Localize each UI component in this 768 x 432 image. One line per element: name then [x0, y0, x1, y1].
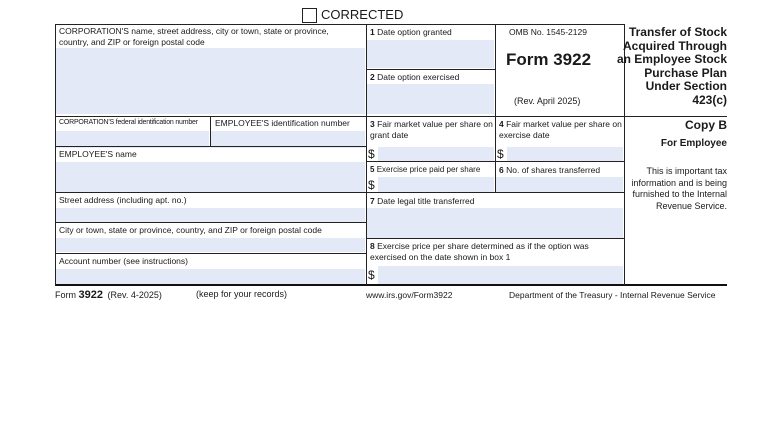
account-field[interactable]	[56, 269, 365, 284]
box8-dollar: $	[368, 268, 375, 282]
box2-number: 2	[370, 72, 375, 82]
corp-name-field[interactable]	[56, 48, 365, 114]
employee-id-label: EMPLOYEE'S identification number	[215, 118, 350, 128]
footer-form-number: 3922	[78, 289, 103, 301]
box4-field[interactable]	[507, 147, 623, 161]
box7-label: Date legal title transferred	[377, 196, 475, 206]
box1-number: 1	[370, 27, 375, 37]
corrected-checkbox[interactable]	[302, 8, 317, 23]
footer-department: Department of the Treasury - Internal Revenue Service	[509, 290, 716, 300]
box7-number: 7	[370, 196, 375, 206]
box8-label: Exercise price per share determined as if the option was exercised on the date shown in box 1	[370, 241, 589, 262]
box3-number: 3	[370, 119, 375, 129]
box3-label: Fair market value per share on grant date	[370, 119, 493, 140]
account-label: Account number (see instructions)	[59, 256, 188, 266]
box3-field[interactable]	[378, 147, 494, 161]
street-label: Street address (including apt. no.)	[59, 195, 187, 205]
box6-number: 6	[499, 165, 504, 175]
footer-rev: (Rev. 4-2025)	[107, 290, 162, 300]
box5-dollar: $	[368, 178, 375, 192]
form-description-title: Transfer of Stock Acquired Through an Employee Stock Purchase Plan Under Section 423(c)	[616, 25, 727, 107]
form-title: Form 3922	[506, 50, 592, 69]
box4-label: Fair market value per share on exercise date	[499, 119, 622, 140]
box3-dollar: $	[368, 147, 375, 161]
copy-label: Copy B	[685, 118, 727, 132]
box5-label: Exercise price paid per share	[376, 165, 481, 174]
omb-number: OMB No. 1545-2129	[509, 27, 587, 37]
street-field[interactable]	[56, 208, 365, 222]
box8-field[interactable]	[378, 266, 623, 284]
footer-keep: (keep for your records)	[196, 289, 288, 299]
footer-url: www.irs.gov/Form3922	[366, 290, 453, 300]
for-employee-label: For Employee	[660, 138, 727, 149]
rev-date-center: (Rev. April 2025)	[514, 96, 581, 106]
box5-field[interactable]	[378, 177, 494, 192]
box5-number: 5	[370, 165, 375, 174]
box4-number: 4	[499, 119, 504, 129]
box1-field[interactable]	[367, 40, 494, 68]
corp-fin-label: CORPORATION'S federal identification number	[59, 119, 198, 126]
footer-form-id	[55, 289, 162, 301]
footer-form-prefix: Form	[55, 290, 76, 300]
box6-label: No. of shares transferred	[506, 165, 601, 175]
employee-name-label: EMPLOYEE'S name	[59, 149, 137, 159]
city-field[interactable]	[56, 238, 365, 252]
box4-dollar: $	[497, 147, 504, 161]
corp-name-label: CORPORATION'S name, street address, city or town, state or province, country, and ZIP or foreign postal code	[59, 26, 329, 47]
city-label: City or town, state or province, country, and ZIP or foreign postal code	[59, 225, 322, 235]
corrected-label: CORRECTED	[321, 7, 404, 22]
box2-field[interactable]	[367, 84, 494, 114]
box7-field[interactable]	[367, 208, 623, 238]
box1-label: Date option granted	[377, 27, 452, 37]
box8-number: 8	[370, 241, 375, 251]
box2-label: Date option exercised	[377, 72, 460, 82]
notice-text: This is important tax information and is being furnished to the Internal Revenue Service.	[631, 166, 727, 211]
employee-name-field[interactable]	[56, 162, 365, 192]
box6-field[interactable]	[496, 177, 623, 192]
